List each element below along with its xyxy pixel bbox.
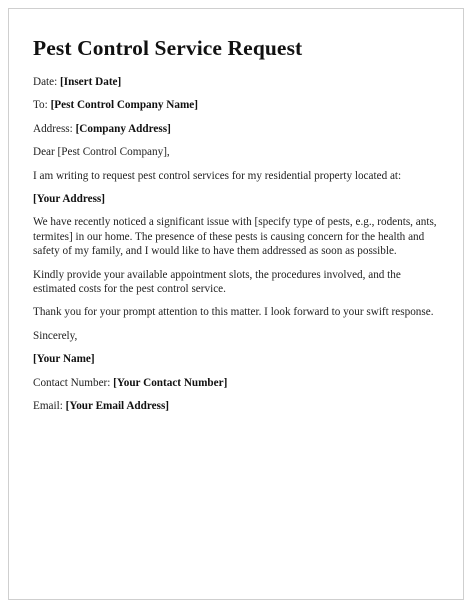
recipient-line [33, 98, 445, 112]
recipient-value: [Pest Control Company Name] [50, 99, 198, 112]
contact-value: [Your Contact Number] [113, 376, 228, 389]
company-address-label: Address: [33, 122, 76, 135]
email-line [33, 399, 445, 413]
closing: Sincerely, [33, 329, 78, 342]
your-address-value: [Your Address] [33, 193, 106, 206]
letter-page [8, 8, 464, 600]
email-value: [Your Email Address] [65, 400, 170, 413]
intro-paragraph: I am writing to request pest control services for my residential property located at: [33, 169, 402, 182]
date-line [33, 75, 445, 89]
email-label: Email: [33, 400, 66, 413]
your-name-value: [Your Name] [33, 353, 95, 366]
your-address-line [33, 192, 445, 206]
date-value: [Insert Date] [60, 76, 122, 88]
date-label: Date: [33, 76, 61, 88]
recipient-label: To: [33, 99, 51, 112]
your-name-line [33, 352, 445, 366]
contact-line [33, 376, 445, 390]
letter-content [33, 35, 445, 423]
thanks-paragraph: Thank you for your prompt attention to this matter. I look forward to your swift response. [33, 306, 434, 319]
request-paragraph: Kindly provide your available appointment slots, the procedures involved, and the estimated costs for the pest control service. [33, 268, 401, 296]
contact-label: Contact Number: [33, 376, 114, 389]
issue-paragraph: We have recently noticed a significant issue with [specify type of pests, e.g., rodents, ants, termites] in our home. The presence of these pests is causing concern for the health and safety of my family, and I would like to have them addressed as soon as possible. [33, 216, 437, 258]
salutation: Dear [Pest Control Company], [33, 146, 170, 159]
company-address-line [33, 122, 445, 136]
company-address-value: [Company Address] [75, 122, 171, 135]
letter-title: Pest Control Service Request [33, 36, 303, 60]
